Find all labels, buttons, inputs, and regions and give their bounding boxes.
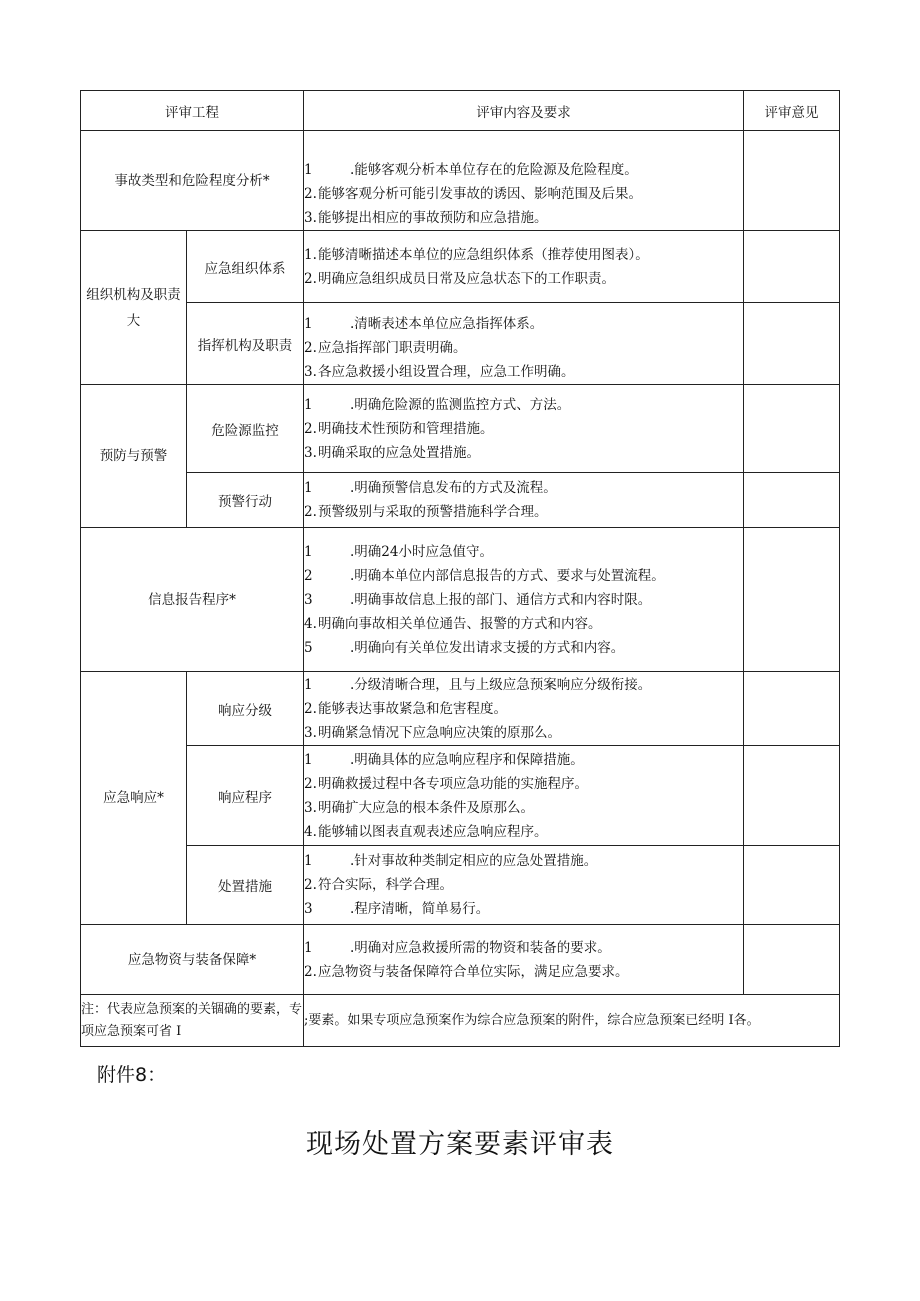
list-item: 3. 各应急救援小组设置合理，应急工作明确。: [304, 363, 575, 380]
list-item: 4. 能够辅以图表直观表述应急响应程序。: [304, 823, 548, 840]
review-table: [80, 90, 840, 1047]
list-item: 3. 明确采取的应急处置措施。: [304, 444, 480, 461]
list-item: 3 .明确事故信息上报的部门、通信方式和内容时限。: [304, 591, 652, 608]
content-response-procedure: [304, 746, 744, 846]
list-item: 3. 明确紧急情况下应急响应决策的原那么。: [304, 724, 561, 741]
sub-org-system: 应急组织体系: [187, 231, 304, 303]
opinion-cell[interactable]: [744, 672, 840, 746]
opinion-cell[interactable]: [744, 846, 840, 925]
header-content: 评审内容及要求: [304, 91, 744, 131]
row-supplies: [81, 925, 840, 995]
header-project: 评审工程: [81, 91, 304, 131]
content-response-measures: [304, 846, 744, 925]
row-org-system: [81, 231, 840, 303]
list-item: 1 .分级清晰合理，且与上级应急预案响应分级衔接。: [304, 676, 652, 693]
header-opinion: 评审意见: [744, 91, 840, 131]
list-item: 1 .明确预警信息发布的方式及流程。: [304, 480, 557, 496]
opinion-cell[interactable]: [744, 746, 840, 846]
sub-response-measures: 处置措施: [187, 846, 304, 925]
opinion-cell[interactable]: [744, 473, 840, 528]
sub-response-grading: 响应分级: [187, 672, 304, 746]
sub-prevention-warning: 预警行动: [187, 473, 304, 528]
sub-org-command: 指挥机构及职责: [187, 303, 304, 385]
content-prevention-monitor: [304, 385, 744, 473]
header-row: [81, 91, 840, 131]
row-org-command: [81, 303, 840, 385]
row-response-grading: [81, 672, 840, 746]
content-prevention-warning: [304, 473, 744, 528]
content-org-system: [304, 231, 744, 303]
note-right: ;要素。如果专项应急预案作为综合应急预案的附件，综合应急预案已经明 I各。: [304, 995, 840, 1047]
row-response-procedure: [81, 746, 840, 846]
content-org-command: [304, 303, 744, 385]
category-response: 应急响应*: [81, 672, 187, 925]
opinion-cell[interactable]: [744, 303, 840, 385]
list-item: 2. 能够客观分析可能引发事故的诱因、影响范围及后果。: [304, 186, 642, 202]
list-item: 1 .明确具体的应急响应程序和保障措施。: [304, 751, 584, 768]
list-item: 1 .明确24小时应急值守。: [304, 543, 493, 560]
list-item: 2. 符合实际，科学合理。: [304, 877, 453, 893]
opinion-cell[interactable]: [744, 528, 840, 672]
category-accident: 事故类型和危险程度分析*: [81, 131, 304, 231]
row-prevention-warning: [81, 473, 840, 528]
list-item: 2. 明确救援过程中各专项应急功能的实施程序。: [304, 775, 588, 792]
list-item: 2. 应急物资与装备保障符合单位实际，满足应急要求。: [304, 963, 629, 980]
list-item: 1 .能够客观分析本单位存在的危险源及危险程度。: [304, 162, 638, 178]
row-note: [81, 995, 840, 1047]
row-report: [81, 528, 840, 672]
attachment-label: 附件8：: [97, 1064, 167, 1086]
list-item: 3. 明确扩大应急的根本条件及原那么。: [304, 799, 534, 816]
row-response-measures: [81, 846, 840, 925]
list-item: 2. 能够表达事故紧急和危害程度。: [304, 700, 507, 717]
category-report: 信息报告程序*: [81, 528, 304, 672]
list-item: 1 .明确对应急救援所需的物资和装备的要求。: [304, 939, 611, 956]
category-org: 组织机构及职责大: [81, 231, 187, 385]
list-item: 2. 预警级别与采取的预警措施科学合理。: [304, 504, 548, 520]
opinion-cell[interactable]: [744, 385, 840, 473]
sub-prevention-monitor: 危险源监控: [187, 385, 304, 473]
opinion-cell[interactable]: [744, 231, 840, 303]
list-item: 5 .明确向有关单位发出请求支援的方式和内容。: [304, 639, 625, 656]
list-item: 1 .针对事故种类制定相应的应急处置措施。: [304, 853, 598, 869]
list-item: 3 .程序清晰，简单易行。: [304, 901, 490, 917]
sub-response-procedure: 响应程序: [187, 746, 304, 846]
list-item: 1. 能够清晰描述本单位的应急组织体系（推荐使用图表）。: [304, 246, 649, 263]
row-prevention-monitor: [81, 385, 840, 473]
list-item: 2. 应急指挥部门职责明确。: [304, 339, 467, 356]
content-response-grading: [304, 672, 744, 746]
opinion-cell[interactable]: [744, 925, 840, 995]
opinion-cell[interactable]: [744, 131, 840, 231]
list-item: 2. 明确应急组织成员日常及应急状态下的工作职责。: [304, 270, 615, 287]
list-item: 2. 明确技术性预防和管理措施。: [304, 420, 494, 437]
list-item: 2 .明确本单位内部信息报告的方式、要求与处置流程。: [304, 567, 665, 584]
category-supplies: 应急物资与装备保障*: [81, 925, 304, 995]
list-item: 4. 明确向事故相关单位通告、报警的方式和内容。: [304, 615, 602, 632]
content-report: [304, 528, 744, 672]
list-item: 1 .明确危险源的监测监控方式、方法。: [304, 396, 571, 413]
note-left: 注：代表应急预案的关锢确的要素，专项应急预案可省 I: [81, 995, 304, 1047]
row-accident: [81, 131, 840, 231]
content-accident: [304, 131, 744, 231]
list-item: 1 .清晰表述本单位应急指挥体系。: [304, 315, 544, 332]
category-prevention: 预防与预警: [81, 385, 187, 528]
list-item: 3. 能够提出相应的事故预防和应急措施。: [304, 210, 548, 226]
page-title: 现场处置方案要素评审表: [306, 1129, 614, 1160]
content-supplies: [304, 925, 744, 995]
